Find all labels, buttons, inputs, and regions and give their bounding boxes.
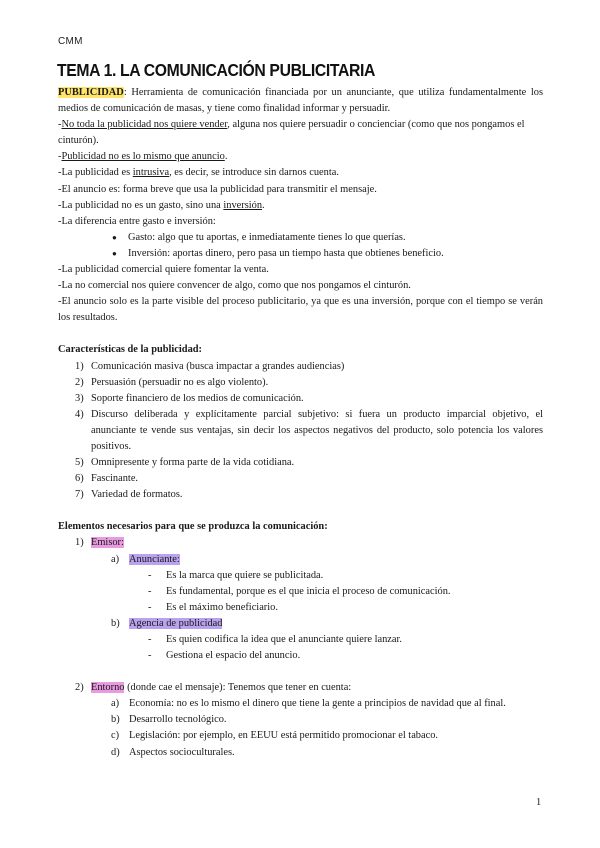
list-item: c) Legislación: por ejemplo, en EEUU está permitido promocionar el tabaco. bbox=[111, 730, 439, 742]
list-item: ● Inversión: aportas dinero, pero pasa un tiempo hasta que obtienes beneficio. bbox=[58, 246, 543, 262]
note-line: -La publicidad comercial quiere fomentar la venta. bbox=[58, 264, 269, 276]
highlighted-label: Entorno bbox=[91, 682, 125, 694]
list-item-anunciante: a) Anunciante: bbox=[111, 553, 180, 565]
document-body bbox=[58, 85, 543, 761]
agencia-details bbox=[58, 632, 543, 664]
list-item: a) Economía: no es lo mismo el dinero que tiene la gente a principios de navidad que al final. bbox=[111, 698, 506, 710]
list-item: 2) Persuasión (persuadir no es algo violento). bbox=[75, 376, 269, 388]
list-item: 3) Soporte financiero de los medios de comunicación. bbox=[75, 392, 304, 404]
list-item: - Es quien codifica la idea que el anunciante quiere lanzar. bbox=[58, 632, 543, 648]
list-item: 5) Omnipresente y forma parte de la vida cotidiana. bbox=[75, 457, 295, 469]
elements-list bbox=[58, 535, 543, 551]
list-item-agencia: b) Agencia de publicidad bbox=[111, 617, 223, 629]
list-item: 4) Discurso deliberada y explícitamente parcial subjetivo: si fuera un producto imparcial objetivo, el anunciante te vende sus ventajas, sin decir los aspectos negativos del producto, solo potencia los valores positivos. bbox=[75, 408, 543, 452]
elements-list bbox=[58, 680, 543, 696]
entorno-sublist bbox=[58, 696, 543, 760]
note-line: -La no comercial nos quiere convencer de algo, como que nos pongamos el cinturón. bbox=[58, 280, 411, 292]
list-item: b) Desarrollo tecnológico. bbox=[111, 714, 227, 726]
emisor-sublist bbox=[58, 616, 543, 632]
list-item: - Gestiona el espacio del anuncio. bbox=[58, 648, 543, 664]
highlighted-label: Agencia de publicidad bbox=[129, 617, 223, 629]
list-item: - Es la marca que quiere se publicitada. bbox=[58, 568, 543, 584]
list-item: 6) Fascinante. bbox=[75, 473, 139, 485]
highlighted-label: Anunciante: bbox=[129, 553, 180, 565]
list-item-emisor: 1) Emisor: bbox=[75, 537, 124, 549]
bullet-list bbox=[58, 230, 543, 262]
list-item: ● Gasto: algo que tu aportas, e inmediatamente tienes lo que querías. bbox=[58, 230, 543, 246]
page-title: TEMA 1. LA COMUNICACIÓN PUBLICITARIA bbox=[57, 60, 376, 80]
list-item: - Es el máximo beneficiario. bbox=[58, 600, 543, 616]
note-line: -La publicidad es intrusiva, es decir, se introduce sin darnos cuenta. bbox=[58, 167, 339, 179]
list-item: 1) Comunicación masiva (busca impactar a grandes audiencias) bbox=[75, 360, 345, 372]
emisor-sublist bbox=[58, 552, 543, 568]
anunciante-details bbox=[58, 568, 543, 616]
note-line: -Publicidad no es lo mismo que anuncio. bbox=[58, 151, 228, 163]
note-line: -El anuncio solo es la parte visible del proceso publicitario, ya que es una inversión, porque con el tiempo se verán los resultados. bbox=[58, 296, 543, 324]
page-header: CMM bbox=[58, 36, 83, 47]
list-item-entorno: 2) Entorno (donde cae el mensaje): Tenemos que tener en cuenta: bbox=[75, 682, 352, 694]
list-item: - Es fundamental, porque es el que inicia el proceso de comunicación. bbox=[58, 584, 543, 600]
characteristics-list bbox=[58, 359, 543, 504]
note-line: -La publicidad no es un gasto, sino una inversión. bbox=[58, 199, 265, 211]
note-line: -La diferencia entre gasto e inversión: bbox=[58, 215, 216, 227]
note-line: -El anuncio es: forma breve que usa la publicidad para transmitir el mensaje. bbox=[58, 183, 377, 195]
highlighted-label: Emisor: bbox=[91, 537, 124, 549]
highlighted-term: PUBLICIDAD bbox=[58, 87, 124, 98]
page-number: 1 bbox=[536, 797, 542, 808]
definition-paragraph: PUBLICIDAD: Herramienta de comunicación financiada por un anunciante, que utiliza fundamentalmente los medios de comunicación de masas, y tiene como finalidad informar y persuadir. bbox=[58, 87, 543, 115]
list-item: d) Aspectos socioculturales. bbox=[111, 746, 235, 758]
list-item: 7) Variedad de formatos. bbox=[75, 489, 183, 501]
section-heading: Características de la publicidad: bbox=[58, 344, 203, 356]
section-heading: Elementos necesarios para que se produzca la comunicación: bbox=[58, 521, 328, 533]
note-line: -No toda la publicidad nos quiere vender, alguna nos quiere persuadir o concienciar (como que nos pongamos el cinturón). bbox=[58, 119, 525, 147]
